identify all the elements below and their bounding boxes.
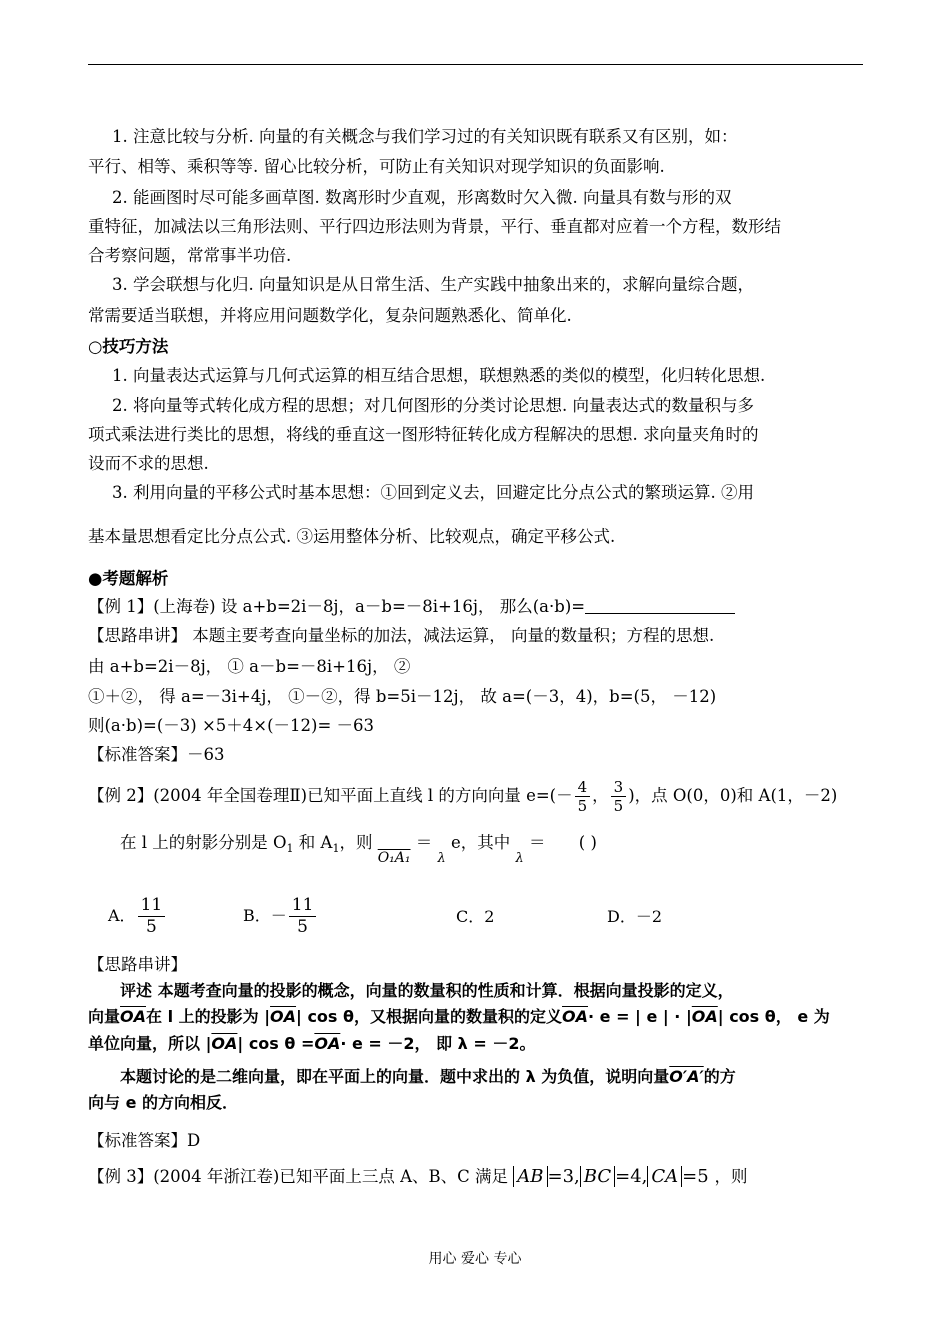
- example2-line2: 在 l 上的射影分别是 $O_1$ 和 $A_1$，则 $_{O_1A_1}$ ＝ $_\lambda$ e，其中 $_\lambda$ ＝ ( ): [120, 833, 597, 866]
- tip3-line2: 基本量思想看定比分点公式. ③运用整体分析、比较观点，确定平移公式.: [88, 527, 616, 546]
- exam-heading: ●考题解析: [88, 569, 169, 588]
- example1-answer: 【标准答案】－63: [88, 745, 225, 764]
- example2-question: 【例 2】(2004 年全国卷理Ⅱ)已知平面上直线 l 的方向向量 e=(－ $\frac{4}{5}$ ， $\frac{3}{5}$ )，点 O(0，0)和 A(1，－2): [88, 778, 838, 815]
- vector-o1a1: O₁A₁: [377, 850, 411, 866]
- vector-oa-prime: O′A′: [669, 1067, 704, 1086]
- example1-text: (上海卷) 设 a+b=2i－8j，a－b=－8i+16j， 那么(a·b)=: [153, 597, 586, 616]
- para1-line1: 1. 注意比较与分析. 向量的有关概念与我们学习过的有关知识既有联系又有区别，如：: [112, 127, 738, 146]
- example3-tag: 【例 3】: [88, 1167, 154, 1186]
- example1-idea: 【思路串讲】 本题主要考查向量坐标的加法，减法运算， 向量的数量积；方程的思想.: [88, 626, 715, 645]
- tips-heading: ○技巧方法: [88, 337, 169, 356]
- page-footer: 用心 爱心 专心: [428, 1251, 522, 1267]
- example1-step3: 则(a·b)=(－3) ×5＋4×(－12)= －63: [88, 716, 375, 735]
- commentary-line1: 评述 本题考查向量的投影的概念，向量的数量积的性质和计算．根据向量投影的定义，: [120, 981, 734, 1000]
- commentary-line2: 向量$\overline{OA}$在 l 上的投影为 $|\overline{OA}|$ cos θ，又根据向量的数量积的定义$\overline{OA}\cdot e$ = | e | · $|\overline{OA}|$ cos θ， e 为: [88, 1007, 830, 1026]
- para2-line3: 合考察问题，常常事半功倍.: [88, 246, 292, 265]
- fraction-4-5: $\frac{4}{5}$: [575, 778, 591, 815]
- tip3-line1: 3. 利用向量的平移公式时基本思想：①回到定义去，回避定比分点公式的繁琐运算. ②用: [112, 483, 754, 502]
- header-rule: [88, 64, 863, 65]
- commentary-line5: 向与 e 的方向相反．: [88, 1093, 238, 1112]
- example1-step1: 由 a+b=2i－8j， ① a－b=－8i+16j， ②: [88, 657, 411, 676]
- commentary-line3: 单位向量，所以 $|\overline{OA}|$ $\cos \theta =\overline{OA}\cdot e = -2$， 即 λ = －2。: [88, 1034, 536, 1053]
- example3-question: 【例 3】(2004 年浙江卷)已知平面上三点 A、B、C 满足 AB =3, BC =4, CA =5 ，则: [88, 1166, 748, 1187]
- lambda-symbol: λ: [437, 851, 446, 866]
- para3-line2: 常需要适当联想，并将应用问题数学化，复杂问题熟悉化、简单化.: [88, 306, 572, 325]
- option-c: C．2: [456, 907, 495, 926]
- para2-line1: 2. 能画图时尽可能多画草图. 数离形时少直观，形离数时欠入微. 向量具有数与形的双: [112, 188, 732, 207]
- example3-magnitudes: AB =3, BC =4, CA =5: [513, 1166, 714, 1187]
- vector-oa: $\overline{OA}$: [120, 1007, 146, 1026]
- example3-text: (2004 年浙江卷)已知平面上三点 A、B、C 满足: [153, 1167, 509, 1186]
- para1-line2: 平行、相等、乘积等等. 留心比较分析，可防止有关知识对现学知识的负面影响.: [88, 157, 665, 176]
- tip2-line2: 项式乘法进行类比的思想，将线的垂直这一图形特征转化成方程解决的思想. 求向量夹角时的: [88, 425, 759, 444]
- option-a-fraction: $\frac{11}{5}$: [138, 895, 166, 938]
- option-a: A． $\frac{11}{5}$: [108, 895, 167, 938]
- tip1: 1. 向量表达式运算与几何式运算的相互结合思想，联想熟悉的类似的模型，化归转化思想.: [112, 366, 766, 385]
- example2-tag: 【例 2】: [88, 786, 154, 805]
- tip2-line1: 2. 将向量等式转化成方程的思想；对几何图形的分类讨论思想. 向量表达式的数量积与多: [112, 396, 754, 415]
- tip2-line3: 设而不求的思想.: [88, 454, 209, 473]
- fraction-3-5: $\frac{3}{5}$: [611, 778, 627, 815]
- example1-question: [88, 596, 735, 618]
- example2-idea: 【思路串讲】: [88, 955, 187, 974]
- para3-line1: 3. 学会联想与化归. 向量知识是从日常生活、生产实践中抽象出来的，求解向量综合题，: [112, 275, 754, 294]
- answer-paren: ( ): [578, 833, 597, 852]
- example2-text: (2004 年全国卷理Ⅱ)已知平面上直线 l 的方向向量 e=(－: [153, 786, 573, 805]
- example1-tag: 【例 1】: [88, 597, 154, 616]
- commentary-line4: 本题讨论的是二维向量，即在平面上的向量．题中求出的 λ 为负值，说明向量O′A′的方: [120, 1067, 736, 1086]
- option-b-fraction: $\frac{11}{5}$: [289, 895, 317, 938]
- answer-blank: [585, 597, 735, 614]
- example1-step2: ①＋②， 得 a=－3i+4j， ①－②，得 b=5i－12j， 故 a=(－3，4)，b=(5， －12): [88, 687, 717, 706]
- example2-answer: 【标准答案】D: [88, 1131, 201, 1150]
- example2-text-tail: )，点 O(0，0)和 A(1，－2): [628, 786, 838, 805]
- para2-line2: 重特征，加减法以三角形法则、平行四边形法则为背景，平行、垂直都对应着一个方程，数形结: [88, 217, 781, 236]
- option-b: B．－ $\frac{11}{5}$: [243, 895, 318, 938]
- option-d: D．－2: [607, 907, 663, 926]
